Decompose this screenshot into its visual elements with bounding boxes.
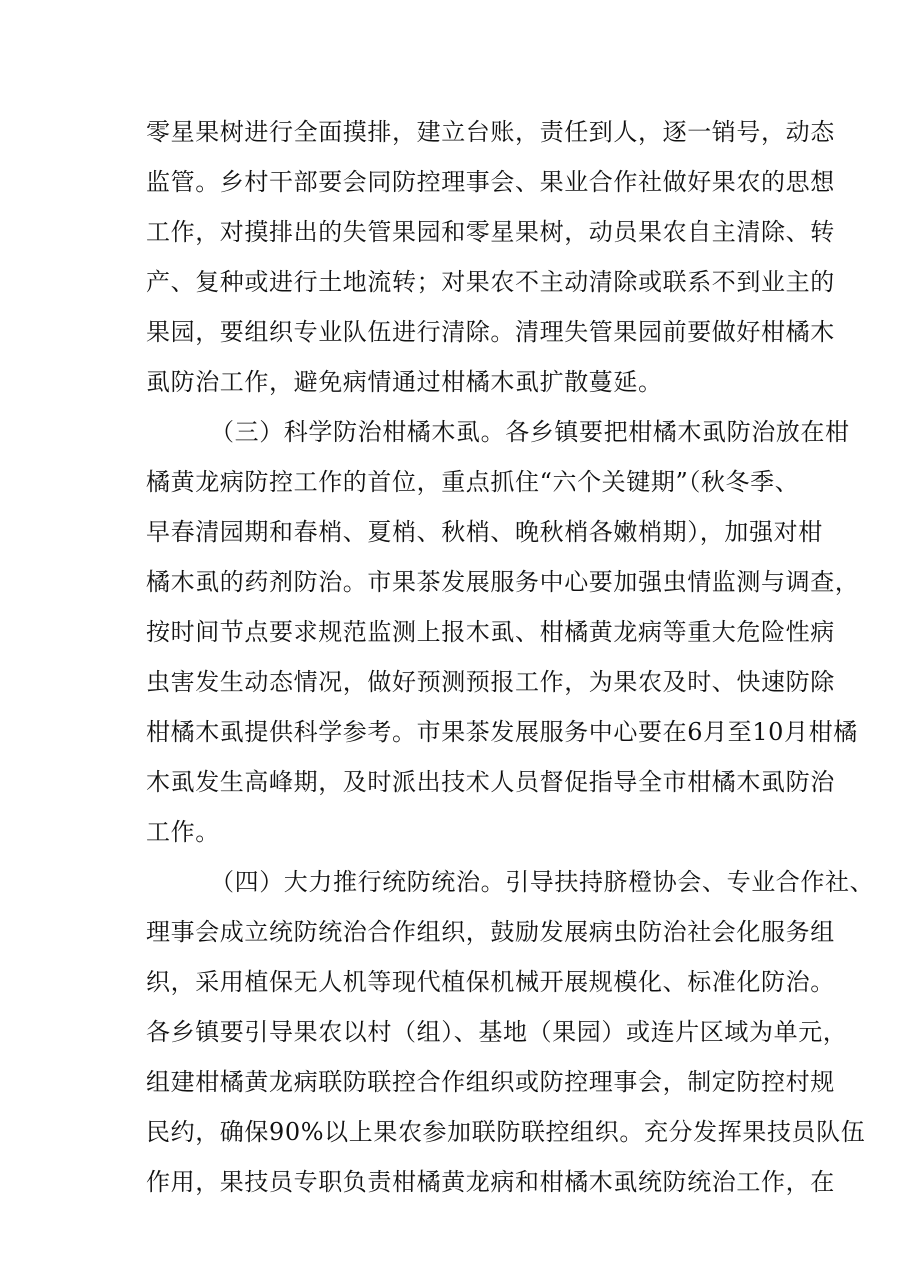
- text-line-9: 早春清园期和春梢、夏梢、秋梢、晚秋梢各嫩梢期），加强对柑: [146, 518, 823, 546]
- paragraph-heading-4: （四）大力推行统防统治。引导扶持脐橙协会、专业合作社、: [210, 868, 875, 896]
- text-line-4: 产、复种或进行土地流转；对果农不主动清除或联系不到业主的: [146, 268, 835, 296]
- text-line-14: 木虱发生高峰期，及时派出技术人员督促指导全市柑橘木虱防治: [146, 768, 835, 796]
- text-line-6: 虱防治工作，避免病情通过柑橘木虱扩散蔓延。: [146, 368, 663, 396]
- paragraph-heading-3: （三）科学防治柑橘木虱。各乡镇要把柑橘木虱防治放在柑: [210, 418, 850, 446]
- text-line-19: 各乡镇要引导果农以村（组）、基地（果园）或连片区域为单元，: [146, 1018, 848, 1046]
- text-line-20: 组建柑橘黄龙病联防联控合作组织或防控理事会，制定防控村规: [146, 1068, 835, 1096]
- text-line-8: 橘黄龙病防控工作的首位，重点抓住“六个关键期”（秋冬季、: [146, 468, 800, 496]
- text-line-1: 零星果树进行全面摸排，建立台账，责任到人，逐一销号，动态: [146, 118, 835, 146]
- text-line-22: 作用，果技员专职负责柑橘黄龙病和柑橘木虱统防统治工作，在: [146, 1168, 835, 1196]
- text-line-13: 柑橘木虱提供科学参考。市果茶发展服务中心要在6月至10月柑橘: [146, 718, 858, 746]
- text-line-10: 橘木虱的药剂防治。市果茶发展服务中心要加强虫情监测与调查，: [146, 568, 860, 596]
- text-line-18: 织，采用植保无人机等现代植保机械开展规模化、标准化防治。: [146, 968, 835, 996]
- text-line-5: 果园，要组织专业队伍进行清除。清理失管果园前要做好柑橘木: [146, 318, 835, 346]
- text-line-3: 工作，对摸排出的失管果园和零星果树，动员果农自主清除、转: [146, 218, 835, 246]
- text-line-11: 按时间节点要求规范监测上报木虱、柑橘黄龙病等重大危险性病: [146, 618, 835, 646]
- text-line-15: 工作。: [146, 818, 220, 846]
- text-line-2: 监管。乡村干部要会同防控理事会、果业合作社做好果农的思想: [146, 168, 835, 196]
- text-line-21: 民约，确保90%以上果农参加联防联控组织。充分发挥果技员队伍: [146, 1118, 866, 1146]
- text-line-12: 虫害发生动态情况，做好预测预报工作，为果农及时、快速防除: [146, 668, 835, 696]
- text-line-17: 理事会成立统防统治合作组织，鼓励发展病虫防治社会化服务组: [146, 918, 835, 946]
